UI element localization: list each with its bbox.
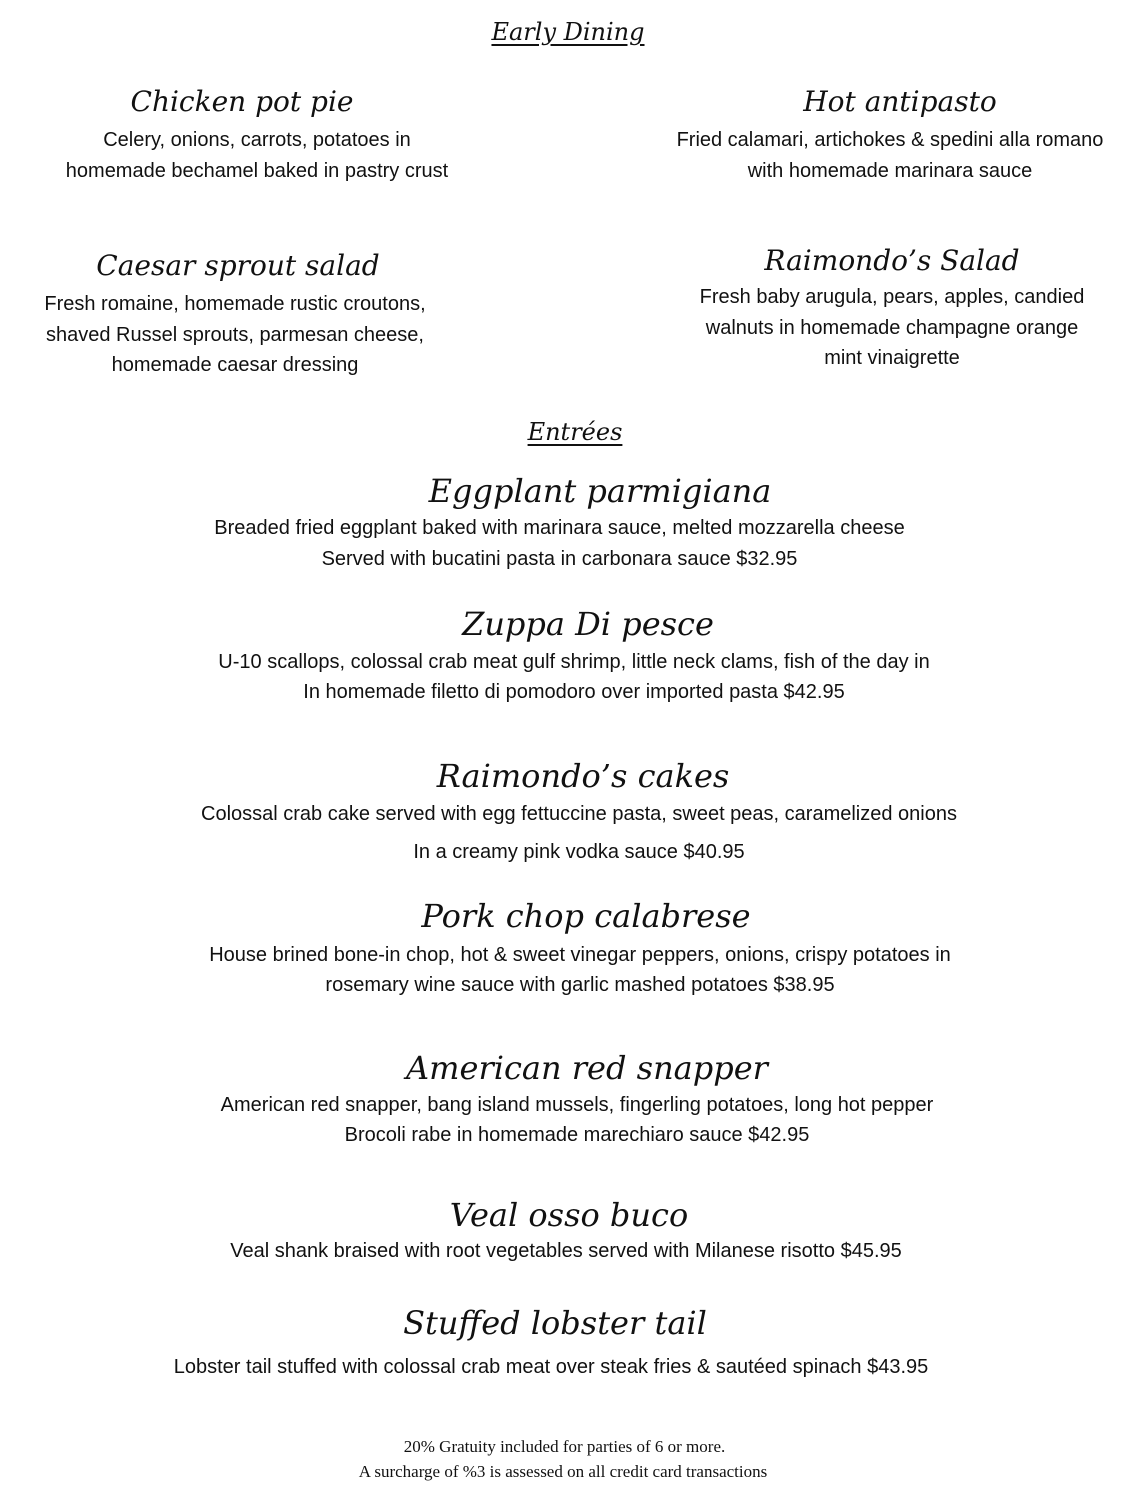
item-description-line: Served with bucatini pasta in carbonara sauce $32.95 [321,548,798,570]
item-description-line: American red snapper, bang island mussels, fingerling potatoes, long hot pepper [220,1094,934,1116]
item-name: American red snapper [406,1049,768,1087]
item-description-line: U-10 scallops, colossal crab meat gulf shrimp, little neck clams, fish of the day in [218,651,930,673]
item-name: Caesar sprout salad [96,249,380,282]
item-description: Fresh baby arugula, pears, apples, candied walnuts in homemade champagne orange mint vinaigrette [699,286,1085,369]
item-description-line: Veal shank braised with root vegetables served with Milanese risotto $45.95 [230,1240,902,1262]
item-name: Hot antipasto [803,85,997,118]
gratuity-note: 20% Gratuity included for parties of 6 or more. [403,1437,726,1456]
item-description: Celery, onions, carrots, potatoes in homemade bechamel baked in pastry crust [65,129,449,182]
entrees-heading: Entrées [527,418,623,446]
item-name: Veal osso buco [449,1196,689,1234]
item-description-line: rosemary wine sauce with garlic mashed potatoes $38.95 [325,974,835,996]
item-name: Pork chop calabrese [421,897,751,935]
item-description: Fried calamari, artichokes & spedini alla romano with homemade marinara sauce [676,129,1104,182]
item-description-line: In homemade filetto di pomodoro over imported pasta $42.95 [303,681,845,703]
item-description-line: Breaded fried eggplant baked with marinara sauce, melted mozzarella cheese [214,517,905,539]
item-description: Fresh romaine, homemade rustic croutons, shaved Russel sprouts, parmesan cheese, homemade caesar dressing [44,293,426,376]
item-description-line: Lobster tail stuffed with colossal crab meat over steak fries & sautéed spinach $43.95 [173,1356,929,1378]
item-name: Chicken pot pie [130,85,354,118]
item-name: Eggplant parmigiana [428,472,772,510]
item-name: Raimondo’s cakes [436,757,730,795]
item-description-line: In a creamy pink vodka sauce $40.95 [413,841,745,863]
surcharge-note: A surcharge of %3 is assessed on all credit card transactions [358,1462,768,1481]
item-description-line: Brocoli rabe in homemade marechiaro sauce $42.95 [344,1124,810,1146]
item-name: Raimondo’s Salad [764,244,1020,277]
item-description-line: Colossal crab cake served with egg fettuccine pasta, sweet peas, caramelized onions [201,803,957,825]
early-dining-heading: Early Dining [491,18,645,46]
item-description-line: House brined bone-in chop, hot & sweet vinegar peppers, onions, crispy potatoes in [209,944,951,966]
item-name: Zuppa Di pesce [462,605,714,643]
item-name: Stuffed lobster tail [403,1304,707,1342]
